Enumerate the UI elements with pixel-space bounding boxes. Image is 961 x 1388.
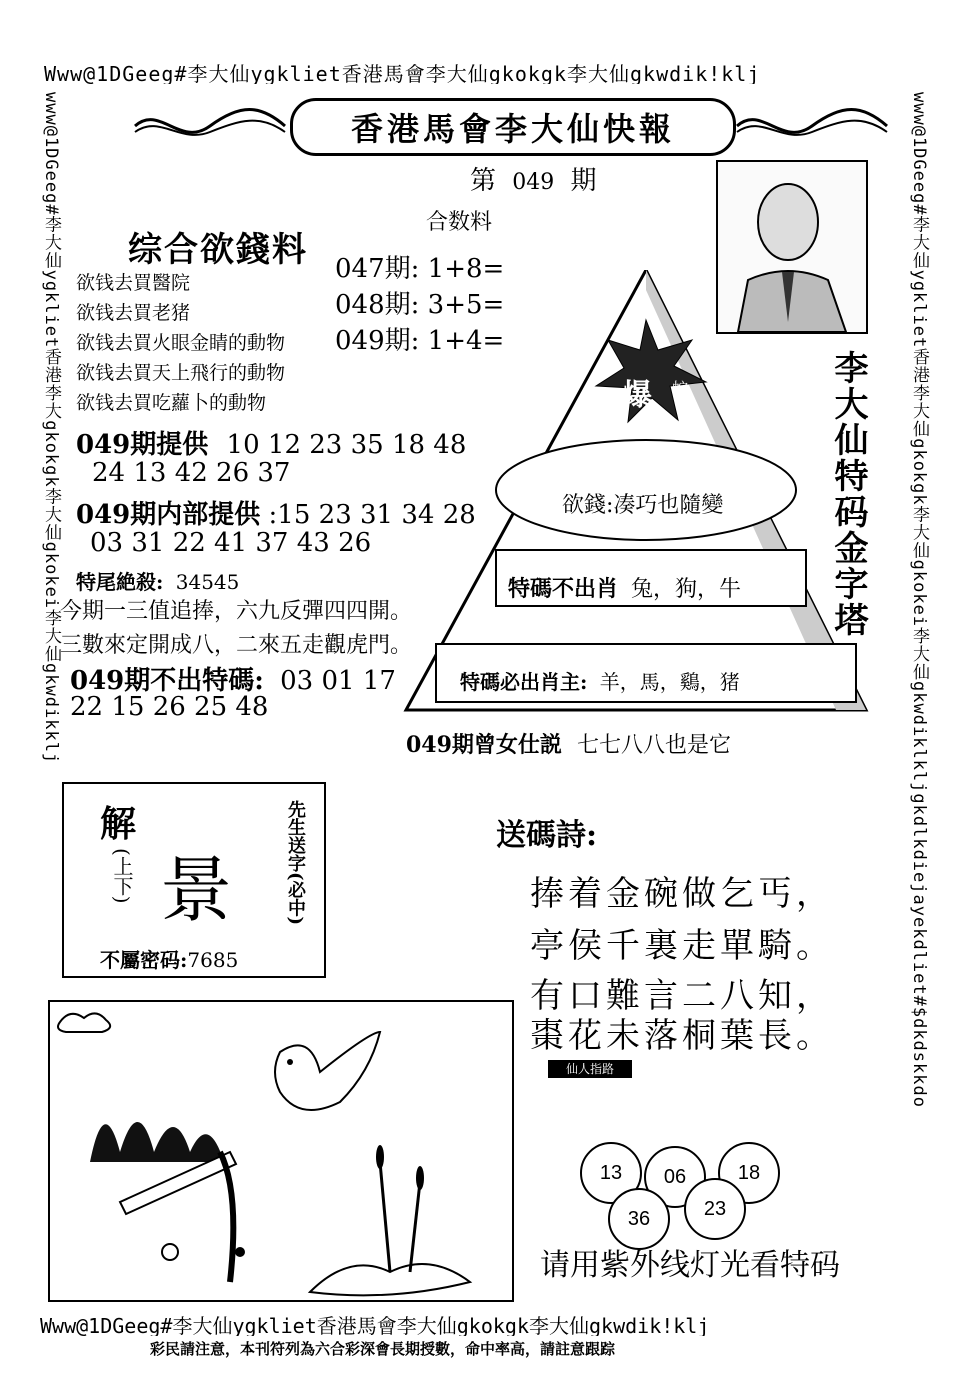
buchu-label: 049期不出特碼:	[70, 666, 264, 696]
uv-note: 请用紫外线灯光看特码	[540, 1248, 840, 1283]
header-watermark-line: Www@1DGeeg#李大仙ygkliet香港馬會李大仙gkokgk李大仙gkwdik!klj	[44, 62, 761, 84]
pyramid-buchu	[508, 572, 741, 603]
pyramid-bichu	[460, 666, 740, 695]
poem-line-4: 棗花未落桐葉長。	[530, 1016, 834, 1056]
verse-1: 今期一三值追捧，六九反彈四四開。	[60, 599, 413, 624]
footer-notice: 彩民請注意，本刊符列為六合彩深會長期授數，命中率高，請註意跟踪	[150, 1340, 616, 1358]
riddle-2: 欲钱去買老猪	[76, 302, 191, 324]
buchu-numbers-1: 03 01 17	[280, 666, 396, 696]
number-ball: 18	[718, 1142, 780, 1204]
issue-suffix: 期	[570, 166, 597, 196]
jie-side-text: 先生送字(必中)	[285, 800, 306, 926]
issue-value: 049	[512, 170, 555, 195]
tigong-label: 049期提供	[76, 430, 209, 460]
burst-small-char: 蛇	[672, 379, 689, 398]
footer-watermark-line: Www@1DGeeg#李大仙ygkliet香港馬會李大仙gkokgk李大仙gkwdik!klj	[40, 1314, 710, 1336]
page-title: 香港馬會李大仙快報	[290, 98, 736, 156]
pyramid-buchu-label: 特碼不出肖	[508, 576, 619, 602]
mima-label: 不屬密码:	[100, 948, 188, 972]
landscape-duck-illustration-icon	[50, 1002, 512, 1300]
riddle-5: 欲钱去買吃蘿卜的動物	[76, 392, 267, 414]
left-side-watermark: www@1DGeeg#李大仙ygkliet香港李大gkokgk李大仙gkokei李大仙gkwdikklj	[41, 92, 61, 765]
zeng-nushi-row	[406, 728, 731, 759]
poem-line-2: 亭侯千裏走單騎。	[530, 926, 834, 966]
riddle-4: 欲钱去買天上飛行的動物	[76, 362, 286, 384]
tigong-numbers-2: 24 13 42 26 37	[92, 458, 291, 488]
pyramid-bichu-label: 特碼必出肖主:	[460, 670, 588, 694]
tewei-label: 特尾絶殺:	[76, 570, 164, 594]
issue-prefix: 第	[470, 166, 497, 196]
number-ball: 23	[684, 1178, 746, 1240]
qi-line-048: 048期: 3+5=	[335, 290, 505, 320]
section-title: 综合欲錢料	[128, 230, 308, 270]
jie-char: 解	[100, 803, 137, 845]
number-ball: 06	[644, 1146, 706, 1208]
tewei-row	[76, 566, 239, 595]
qi-line-047: 047期: 1+8=	[335, 254, 505, 284]
neibu-numbers-2: 03 31 22 41 37 43 26	[90, 528, 372, 558]
neibu-numbers-1: :15 23 31 34 28	[268, 500, 476, 530]
riddle-1: 欲钱去買醫院	[76, 272, 191, 294]
zeng-nushi-label: 049期曾女仕説	[406, 732, 562, 758]
mima-row	[100, 944, 238, 973]
neibu-label: 049期内部提供	[76, 500, 261, 530]
zeng-nushi-value: 七七八八也是它	[576, 733, 731, 758]
number-ball: 13	[580, 1142, 642, 1204]
riddle-3: 欲钱去買火眼金睛的動物	[76, 332, 286, 354]
number-ball: 36	[608, 1188, 670, 1250]
pyramid-bichu-values: 羊，馬，鷄，猪	[599, 670, 740, 694]
illustration-frame	[48, 1000, 514, 1302]
right-side-watermark: www@1DGeeg#李大仙ygkliet香港李大仙gkokgk李大仙gkokei李大仙gkwdiklkljgkdlkdiejayekdliet#$dkdskkdo	[909, 92, 929, 1108]
right-ornament-icon	[732, 104, 892, 148]
stamp-label: 仙人指路	[548, 1060, 632, 1078]
mima-value: 7685	[187, 948, 239, 972]
vertical-pyramid-title: 李大仙特码金字塔	[828, 350, 868, 638]
pyramid-yuqian: 欲錢:凑巧也隨變	[562, 493, 724, 518]
pyramid-buchu-values: 兔，狗，牛	[631, 577, 742, 602]
jie-sub: (上下)	[110, 848, 134, 904]
poem-line-3: 有口難言二八知，	[530, 976, 834, 1016]
verse-2: 三數來定開成八，二來五走觀虎門。	[60, 633, 413, 658]
burst-char: 爆	[622, 378, 652, 413]
jie-big-char: 景	[160, 848, 233, 932]
buchu-numbers-2: 22 15 26 25 48	[70, 692, 269, 722]
hesu-label: 合数料	[426, 210, 493, 235]
tewei-value: 34545	[175, 570, 240, 594]
song-ma-shi-label: 送碼詩:	[496, 818, 598, 853]
left-ornament-icon	[130, 104, 290, 148]
tigong-numbers-1: 10 12 23 35 18 48	[226, 430, 467, 460]
issue-number	[470, 160, 597, 197]
qi-line-049: 049期: 1+4=	[335, 326, 505, 356]
poem-line-1: 捧着金碗做乞丐，	[530, 874, 834, 914]
